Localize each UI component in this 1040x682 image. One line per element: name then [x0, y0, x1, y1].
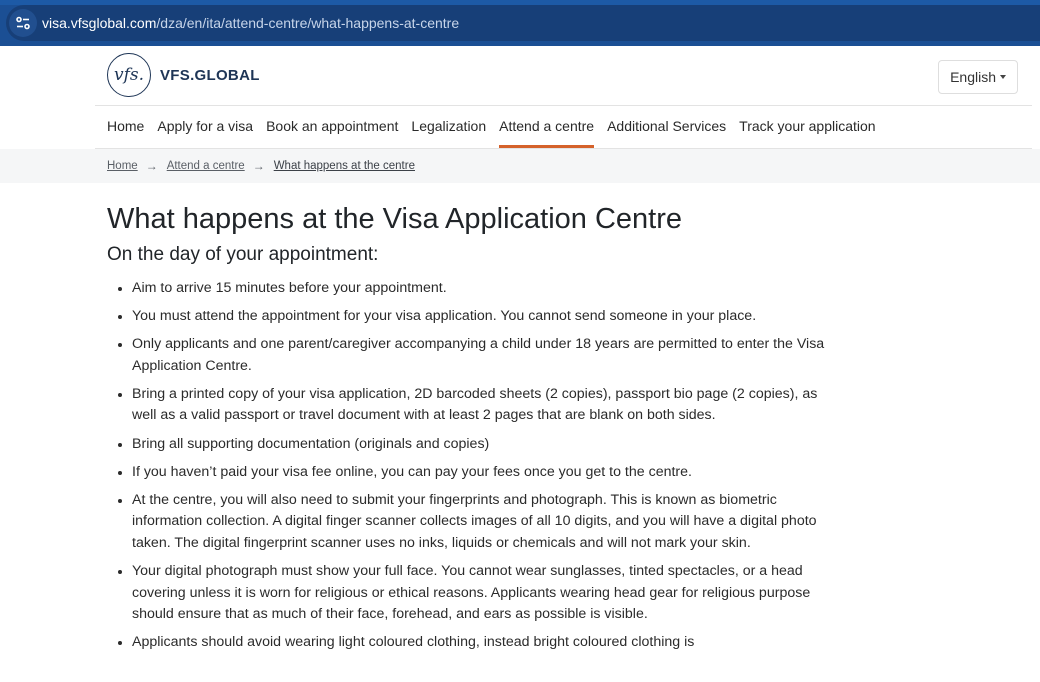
breadcrumb-current[interactable]: What happens at the centre	[273, 160, 415, 172]
breadcrumb-attend-a-centre[interactable]: Attend a centre	[166, 160, 245, 172]
nav-item-legalization[interactable]: Legalization	[411, 118, 487, 134]
vfs-logo[interactable]	[107, 53, 260, 97]
breadcrumb-home[interactable]: Home	[107, 160, 138, 172]
page-title: What happens at the Visa Application Centre	[107, 203, 683, 235]
main-nav	[95, 106, 1032, 149]
language-selector[interactable]	[938, 60, 1018, 94]
list-item: • You must attend the appointment for your visa application. You cannot send someone in your place.	[132, 306, 827, 328]
language-label: English	[950, 69, 996, 85]
arrow-right-icon: →	[145, 159, 158, 173]
site-header	[95, 46, 1032, 106]
breadcrumb-bar	[0, 149, 1040, 183]
nav-item-track-your-application[interactable]: Track your application	[739, 118, 876, 134]
logo-mark: vfs.	[107, 53, 151, 97]
nav-item-attend-a-centre[interactable]: Attend a centre	[499, 106, 594, 148]
list-item: • Aim to arrive 15 minutes before your appointment.	[132, 278, 827, 300]
nav-item-home[interactable]: Home	[107, 118, 145, 134]
list-item: • Your digital photograph must show your full face. You cannot wear sunglasses, tinted spectacles, or a head covering unless it is worn for religious or ethical reasons. Applicants wearing head gear for religious purpose should ensure that as much of their face, forehead, and ears as possible is visible.	[132, 561, 827, 626]
browser-address-bar	[0, 0, 1040, 46]
breadcrumb	[107, 159, 415, 173]
list-item: • Only applicants and one parent/caregiver accompanying a child under 18 years are permitted to enter the Visa Application Centre.	[132, 334, 827, 377]
nav-item-book-an-appointment[interactable]: Book an appointment	[266, 118, 399, 134]
arrow-right-icon: →	[252, 159, 265, 173]
nav-item-apply-for-a-visa[interactable]: Apply for a visa	[157, 118, 254, 134]
list-item: • At the centre, you will also need to submit your fingerprints and photograph. This is known as biometric information collection. A digital finger scanner collects images of all 10 digits, and you will have a digital photo taken. The digital fingerprint scanner uses no inks, liquids or chemicals and will not mark your skin.	[132, 490, 827, 555]
url-path: /dza/en/ita/attend-centre/what-happens-at-centre	[156, 15, 460, 31]
instructions-list	[107, 278, 827, 654]
url-host: visa.vfsglobal.com	[42, 15, 157, 31]
list-item: • Bring a printed copy of your visa application, 2D barcoded sheets (2 copies), passport bio page (2 copies), as well as a valid passport or travel document with at least 2 pages that are blank on both sides.	[132, 384, 827, 427]
section-subtitle: On the day of your appointment:	[107, 244, 379, 265]
url-field[interactable]	[6, 5, 1040, 41]
list-item: • Applicants should avoid wearing light coloured clothing, instead bright coloured clothing is	[132, 632, 827, 654]
url-text[interactable]	[42, 15, 459, 31]
main-content	[107, 200, 827, 660]
caret-down-icon	[1000, 75, 1006, 79]
list-item: • If you haven’t paid your visa fee online, you can pay your fees once you get to the centre.	[132, 462, 827, 484]
logo-text: VFS.GLOBAL	[160, 66, 260, 84]
tune-icon[interactable]	[9, 9, 37, 37]
list-item: • Bring all supporting documentation (originals and copies)	[132, 434, 827, 456]
nav-item-additional-services[interactable]: Additional Services	[607, 118, 727, 134]
